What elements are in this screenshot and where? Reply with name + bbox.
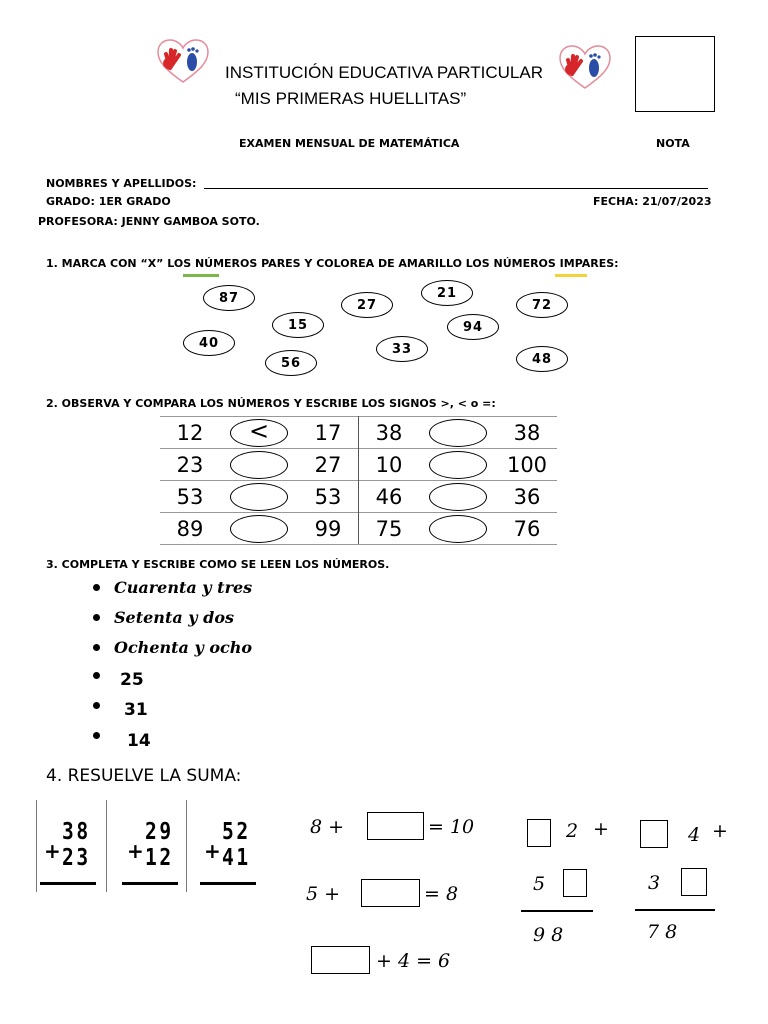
names-write-line[interactable]: [204, 188, 708, 189]
yellow-crayon-tip: [555, 274, 587, 277]
number-cell: 27: [298, 449, 359, 481]
sum-addend-top: 38: [62, 819, 91, 845]
equation-left: 5 +: [306, 883, 341, 905]
number-cell: 10: [359, 449, 420, 481]
grade-label: GRADO: 1ER GRADO: [46, 195, 171, 208]
sum-addend-bottom: 41: [222, 845, 251, 871]
plus-sign: +: [44, 839, 61, 863]
sum-digit: 5: [533, 873, 546, 895]
number-cell: 23: [160, 449, 220, 481]
number-cell: 99: [298, 513, 359, 545]
bullet-icon: [93, 614, 100, 621]
sign-circle[interactable]: [220, 513, 298, 545]
question-2-title: 2. OBSERVA Y COMPARA LOS NÚMEROS Y ESCRIBE LOS SIGNOS >, < o =:: [46, 397, 496, 410]
sum-underline: [200, 882, 256, 885]
question-4-title: 4. RESUELVE LA SUMA:: [46, 766, 242, 786]
number-oval[interactable]: 27: [341, 292, 393, 318]
divider-line: [36, 800, 37, 892]
school-name-line1: INSTITUCIÓN EDUCATIVA PARTICULAR: [225, 63, 544, 82]
bullet-icon: [93, 732, 100, 739]
number-oval[interactable]: 87: [203, 285, 255, 311]
bullet-icon: [93, 672, 100, 679]
number-word: Setenta y dos: [114, 608, 234, 627]
exam-title: EXAMEN MENSUAL DE MATEMÁTICA: [239, 137, 460, 150]
number-cell: 17: [298, 417, 359, 449]
sign-value[interactable]: <: [230, 419, 288, 447]
sum-underline: [122, 882, 178, 885]
answer-box[interactable]: [361, 879, 420, 907]
names-label: NOMBRES Y APELLIDOS:: [46, 177, 197, 190]
answer-box[interactable]: [311, 946, 370, 974]
number-cell: 53: [298, 481, 359, 513]
sign-circle[interactable]: [419, 481, 497, 513]
sum-result: 7 8: [647, 921, 678, 943]
heart-hands-logo-left: [156, 38, 210, 84]
equation-right: = 10: [428, 816, 475, 838]
number-cell: 53: [160, 481, 220, 513]
number-oval[interactable]: 48: [516, 346, 568, 372]
sum-underline: [40, 882, 96, 885]
number-oval[interactable]: 15: [272, 312, 324, 338]
sum-addend-top: 52: [222, 819, 251, 845]
digit-box[interactable]: [640, 820, 668, 848]
plus-sign: +: [712, 820, 728, 842]
comparison-row: [160, 481, 557, 513]
sign-circle[interactable]: [220, 481, 298, 513]
comparison-row: [160, 513, 557, 545]
sign-circle[interactable]: [220, 417, 298, 449]
number-cell: 89: [160, 513, 220, 545]
number-word: Cuarenta y tres: [114, 578, 253, 597]
number-cell: 38: [497, 417, 557, 449]
sign-value[interactable]: [429, 451, 487, 479]
sum-digit: 3: [648, 872, 661, 894]
sum-digit: 2: [566, 820, 579, 842]
sum-digit: 4: [688, 824, 701, 846]
equation-left: 8 +: [310, 816, 345, 838]
number-cell: 75: [359, 513, 420, 545]
comparison-row: [160, 417, 557, 449]
sum-addend-top: 29: [145, 819, 174, 845]
date-label: FECHA: 21/07/2023: [593, 195, 712, 208]
number-oval[interactable]: 40: [183, 330, 235, 356]
bullet-icon: [93, 644, 100, 651]
sign-value[interactable]: [230, 451, 288, 479]
number-oval[interactable]: 56: [265, 350, 317, 376]
number-oval[interactable]: 21: [421, 280, 473, 306]
sign-value[interactable]: [429, 419, 487, 447]
equation-right: = 8: [424, 883, 459, 905]
sign-circle[interactable]: [419, 449, 497, 481]
sign-value[interactable]: [230, 483, 288, 511]
number-word: Ochenta y ocho: [114, 638, 253, 657]
sum-underline: [635, 909, 715, 911]
green-crayon-tip: [183, 274, 219, 277]
bullet-icon: [93, 702, 100, 709]
plus-sign: +: [593, 818, 609, 840]
digit-box[interactable]: [563, 869, 587, 897]
number-cell: 46: [359, 481, 420, 513]
number-cell: 12: [160, 417, 220, 449]
number-cell: 100: [497, 449, 557, 481]
number-to-write: 31: [124, 700, 148, 720]
plus-sign: +: [204, 839, 221, 863]
number-cell: 36: [497, 481, 557, 513]
sum-underline: [521, 910, 593, 912]
question-1-title: 1. MARCA CON “X” LOS NÚMEROS PARES Y COLOREA DE AMARILLO LOS NÚMEROS IMPARES:: [46, 257, 619, 270]
number-cell: 76: [497, 513, 557, 545]
sum-addend-bottom: 23: [62, 845, 91, 871]
sum-addend-bottom: 12: [145, 845, 174, 871]
divider-line: [106, 800, 107, 892]
number-oval[interactable]: 33: [376, 336, 428, 362]
question-3-title: 3. COMPLETA Y ESCRIBE COMO SE LEEN LOS NÚMEROS.: [46, 558, 390, 571]
digit-box[interactable]: [527, 819, 551, 847]
sign-value[interactable]: [429, 483, 487, 511]
grade-box[interactable]: [635, 36, 715, 112]
nota-label: NOTA: [656, 137, 690, 150]
bullet-icon: [93, 584, 100, 591]
number-oval[interactable]: 72: [516, 292, 568, 318]
number-to-write: 25: [120, 670, 144, 690]
sign-circle[interactable]: [220, 449, 298, 481]
school-name-line2: “MIS PRIMERAS HUELLITAS”: [235, 89, 467, 108]
sign-value[interactable]: [230, 515, 288, 543]
heart-hands-logo-right: [558, 44, 612, 90]
number-oval[interactable]: 94: [447, 314, 499, 340]
number-to-write: 14: [127, 731, 151, 751]
comparison-table: [160, 416, 557, 545]
sign-circle[interactable]: [419, 417, 497, 449]
number-cell: 38: [359, 417, 420, 449]
comparison-row: [160, 449, 557, 481]
plus-sign: +: [127, 839, 144, 863]
teacher-label: PROFESORA: JENNY GAMBOA SOTO.: [38, 215, 260, 228]
sign-value[interactable]: [429, 515, 487, 543]
sum-result: 9 8: [533, 924, 564, 946]
equation-right: + 4 = 6: [376, 950, 451, 972]
divider-line: [186, 800, 187, 892]
answer-box[interactable]: [367, 812, 424, 840]
digit-box[interactable]: [681, 868, 707, 896]
sign-circle[interactable]: [419, 513, 497, 545]
